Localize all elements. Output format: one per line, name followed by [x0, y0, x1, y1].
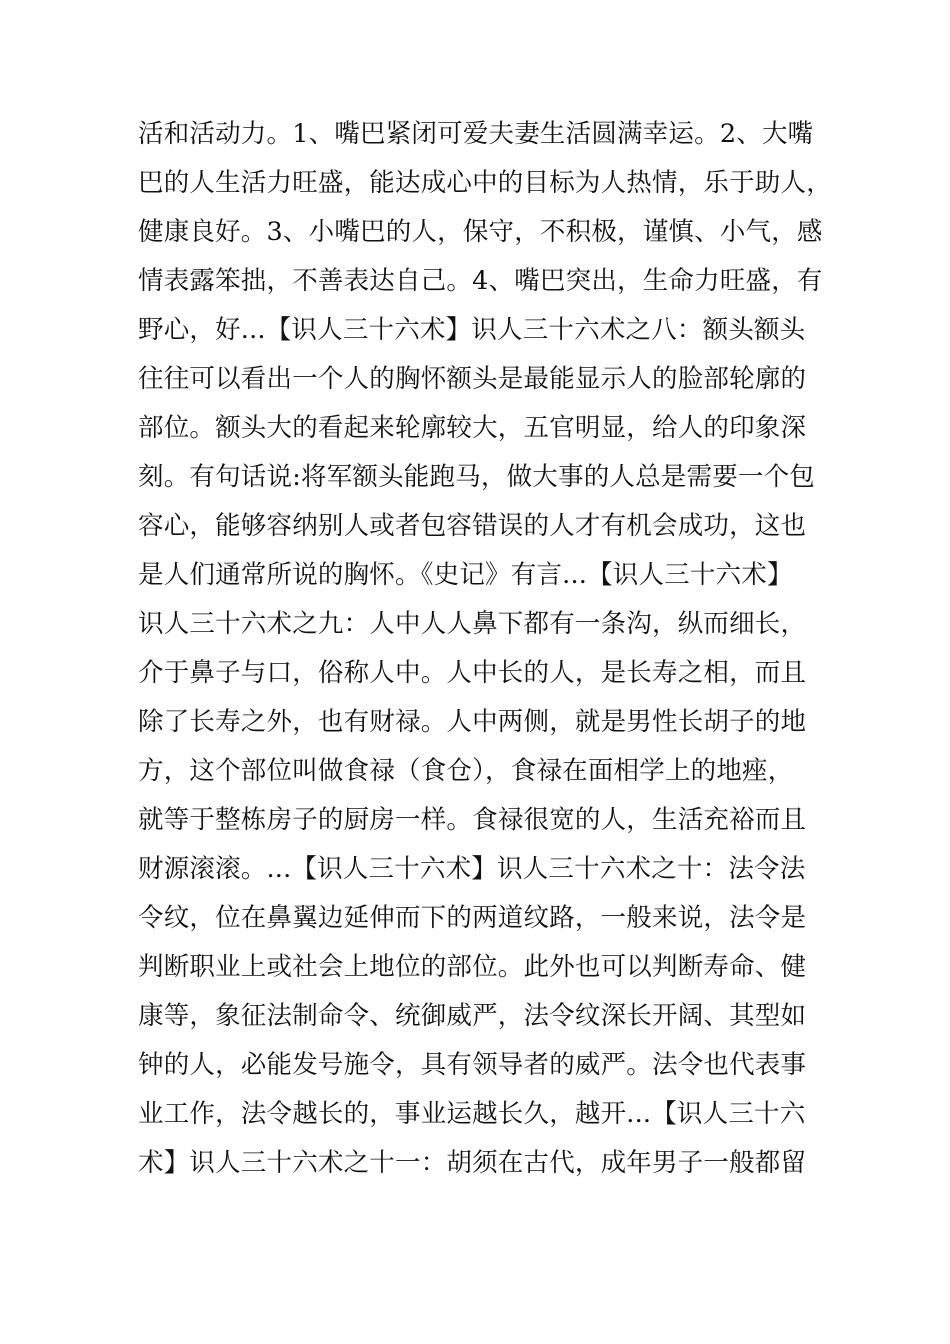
text-line: 活和活动力。1、嘴巴紧闭可爱夫妻生活圆满幸运。2、大嘴 [138, 119, 814, 149]
text-line: 容心，能够容纳别人或者包容错误的人才有机会成功，这也 [138, 511, 807, 541]
text-line: 部位。额头大的看起来轮廓较大，五官明显，给人的印象深 [138, 413, 807, 443]
text-line: 情表露笨拙，不善表达自己。4、嘴巴突出，生命力旺盛，有 [138, 266, 823, 296]
text-line: 是人们通常所说的胸怀。《史记》有言...【识人三十六术】 [138, 560, 793, 590]
text-line: 业工作，法令越长的，事业运越长久，越开...【识人三十六 [138, 1099, 806, 1129]
text-line: 野心，好...【识人三十六术】识人三十六术之八：额头额头 [138, 315, 806, 345]
text-line: 判断职业上或社会上地位的部位。此外也可以判断寿命、健 [138, 952, 807, 982]
text-line: 方，这个部位叫做食禄（食仓），食禄在面相学上的地痤， [138, 756, 794, 786]
text-line: 刻。有句话说:将军额头能跑马，做大事的人总是需要一个包 [138, 462, 815, 492]
body-text [138, 110, 832, 1188]
text-line: 令纹，位在鼻翼边延伸而下的两道纹路，一般来说，法令是 [138, 903, 807, 933]
text-line: 往往可以看出一个人的胸怀额头是最能显示人的脸部轮廓的 [138, 364, 807, 394]
text-line: 健康良好。3、小嘴巴的人，保守，不积极，谨慎、小气，感 [138, 217, 823, 247]
text-line: 康等，象征法制命令、统御威严，法令纹深长开阔、其型如 [138, 1001, 807, 1031]
text-line: 术】识人三十六术之十一：胡须在古代，成年男子一般都留 [138, 1148, 807, 1178]
text-line: 巴的人生活力旺盛，能达成心中的目标为人热情，乐于助人， [138, 168, 832, 198]
text-line: 除了长寿之外，也有财禄。人中两侧，就是男性长胡子的地 [138, 707, 807, 737]
text-line: 钟的人，必能发号施令，具有领导者的威严。法令也代表事 [138, 1050, 807, 1080]
text-line: 识人三十六术之九：人中人人鼻下都有一条沟，纵而细长， [138, 609, 807, 639]
text-line: 财源滚滚。...【识人三十六术】识人三十六术之十：法令法 [138, 854, 806, 884]
text-line: 就等于整栋房子的厨房一样。食禄很宽的人，生活充裕而且 [138, 805, 807, 835]
text-line: 介于鼻子与口，俗称人中。人中长的人，是长寿之相，而且 [138, 658, 807, 688]
